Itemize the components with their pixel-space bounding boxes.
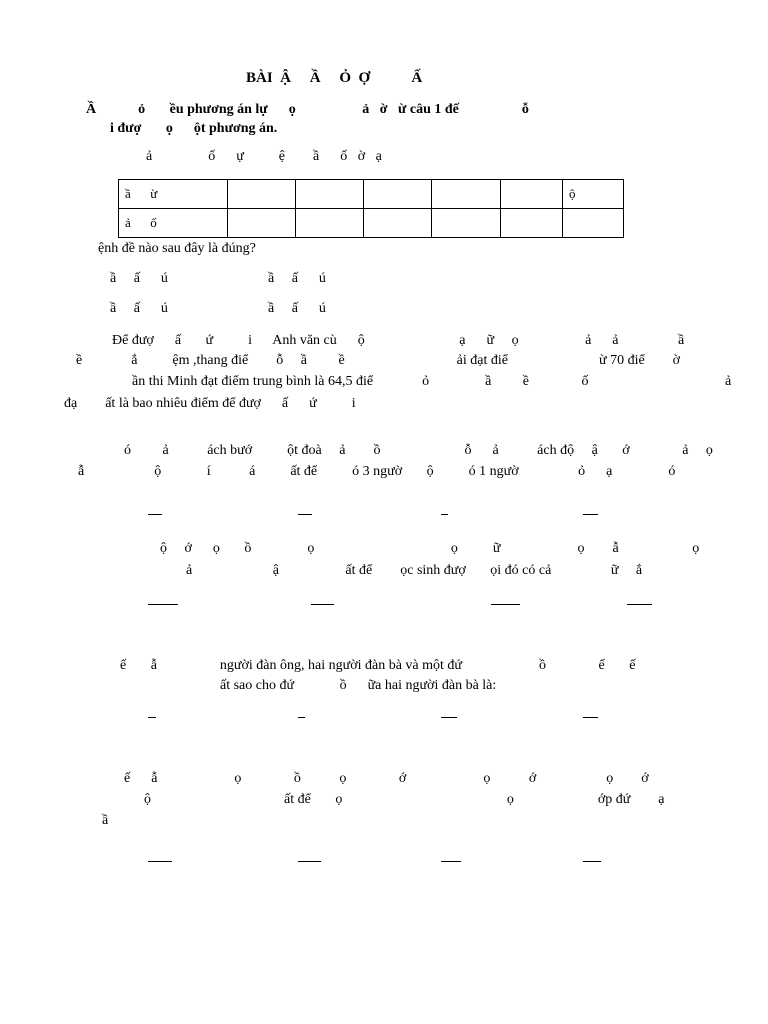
q6-answer-a-blank <box>148 861 172 862</box>
q6-line-1: ế ẫ ọ ồ ọ ớ ọ ớ ọ ớ <box>124 771 649 786</box>
table-cell <box>228 180 296 209</box>
table-cell: ả ố <box>119 209 228 238</box>
table-cell: ầ ừ <box>119 180 228 209</box>
q6-line-3: ầ <box>102 813 109 828</box>
q5-line-2: ất sao cho đứ ồ ữa hai người đàn bà là: <box>220 678 497 693</box>
q1-option-a: ầ ấ ú <box>110 271 168 286</box>
table-cell <box>432 180 501 209</box>
q5-line-1: ế ẫ người đàn ông, hai người đàn bà và một đứ ồ ế ế <box>120 658 636 673</box>
q5-answer-a-blank <box>148 717 156 718</box>
q6-answer-c-blank <box>441 861 461 862</box>
page-title: BÀI Ậ Ầ Ỏ Ợ Ấ <box>246 70 423 86</box>
table-cell <box>501 209 563 238</box>
q3-line-1: ó ả ách bướ ột đoà ả ồ ỗ ả ách độ ậ ớ ả ọ <box>124 443 713 458</box>
q1-statement: ệnh đề nào sau đây là đúng? <box>98 241 256 256</box>
q4-answer-d-blank <box>627 604 652 605</box>
q2-line-4: đạ ất là bao nhiêu điểm để đượ ấ ứ i <box>64 396 356 411</box>
table-cell <box>563 209 624 238</box>
q3-answer-a-blank <box>148 514 162 515</box>
q5-answer-b-blank <box>298 717 305 718</box>
table-row <box>119 209 624 238</box>
q4-line-1: ộ ớ ọ ồ ọ ọ ữ ọ ẫ ọ <box>160 541 700 556</box>
data-table <box>118 179 624 238</box>
table-cell: ộ <box>563 180 624 209</box>
table-cell <box>296 180 364 209</box>
q1-option-b: ầ ấ ú <box>268 271 326 286</box>
table-cell <box>296 209 364 238</box>
q2-line-2: ề ắ ệm ,thang điể ỗ ầ ề ải đạt điể ừ 70 điể ờ <box>76 353 681 368</box>
q2-line-3: ần thi Minh đạt điểm trung bình là 64,5 điể ỏ ầ ề ố ả <box>132 374 732 389</box>
q1-option-c: ầ ấ ú <box>110 301 168 316</box>
table-cell <box>364 209 432 238</box>
table-cell <box>364 180 432 209</box>
q4-answer-c-blank <box>491 604 520 605</box>
q2-line-1: Để đượ ấ ứ i Anh văn cù ộ ạ ữ ọ ả ả ầ <box>112 333 685 348</box>
q3-answer-d-blank <box>583 514 598 515</box>
q5-answer-d-blank <box>583 717 598 718</box>
q3-line-2: ẫ ộ í á ất để ó 3 ngườ ộ ó 1 ngườ ỏ ạ ó <box>78 464 676 479</box>
q1-option-d: ầ ấ ú <box>268 301 326 316</box>
q6-answer-b-blank <box>298 861 321 862</box>
table-cell <box>228 209 296 238</box>
q4-answer-a-blank <box>148 604 178 605</box>
q4-answer-b-blank <box>311 604 334 605</box>
q4-line-2: ả ậ ất để ọc sinh đượ ọi đó có cả ữ ắ <box>186 563 643 578</box>
intro-line-2: i đượ ọ ột phương án. <box>110 121 278 136</box>
table-row <box>119 180 624 209</box>
q1-line: ả ố ự ệ ầ ố ờ ạ <box>146 149 382 164</box>
q3-answer-b-blank <box>298 514 312 515</box>
table-cell <box>501 180 563 209</box>
q6-line-2: ộ ất để ọ ọ ớp đứ ạ <box>144 792 665 807</box>
intro-line-1: Ầ ỏ ều phương án lự ọ ả ờ ừ câu 1 đế ỗ <box>86 102 529 117</box>
q3-answer-c-blank <box>441 514 448 515</box>
q6-answer-d-blank <box>583 861 601 862</box>
q5-answer-c-blank <box>441 717 457 718</box>
table-cell <box>432 209 501 238</box>
